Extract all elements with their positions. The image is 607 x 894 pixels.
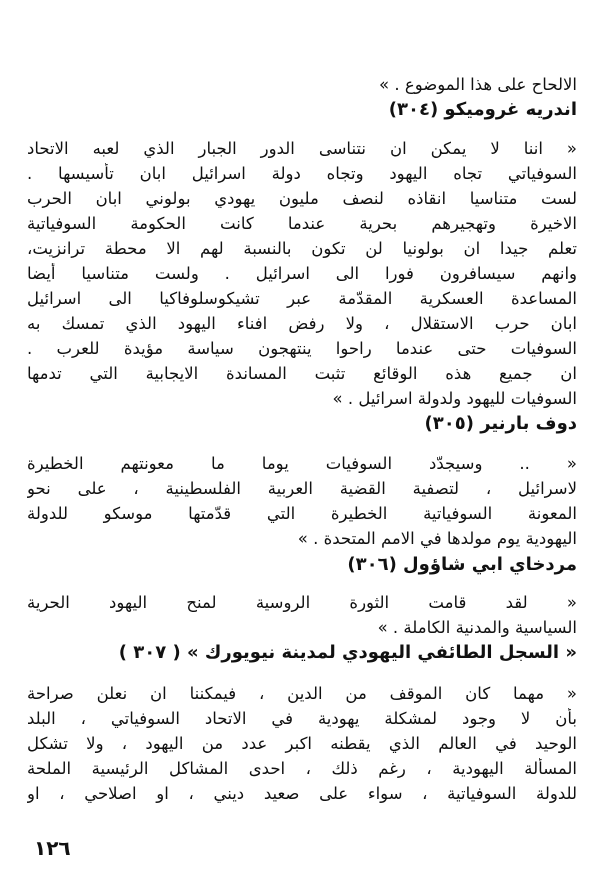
text-line: المساعدة العسكرية المقدّمة عبر تشيكوسلوفاكيا الى اسرائيل (27, 289, 577, 308)
text-line: السوفياتي تجاه اليهود وتجاه دولة اسرائيل ابان تأسيسها . (27, 164, 577, 183)
text-line: اليهودية يوم مولدها في الامم المتحدة . » (297, 529, 577, 548)
section-heading-barnier: دوف بارنير (٣٠٥) (424, 413, 577, 434)
text-line: الوحيد في العالم الذي يقطنه اكبر عدد من اليهود ، ولا تشكل (27, 734, 577, 753)
text-line: ان جميع هذه الوقائع تثبت المساندة الايجابية التي تدمها (27, 364, 577, 383)
section-heading-gromyko: اندريه غروميكو (٣٠٤) (388, 99, 577, 120)
section-heading-abi-shaul: مردخاي ابي شاؤول (٣٠٦) (347, 554, 577, 575)
text-line: السوفيات لليهود ولدولة اسرائيل . » (332, 389, 577, 408)
page-number: ١٢٦ (34, 836, 71, 860)
text-line: المسألة اليهودية ، رغم ذلك ، احدى المشاكل الرئيسية الملحة (27, 759, 577, 778)
text-line: الالحاح على هذا الموضوع . » (379, 75, 577, 94)
text-line: بأن لا وجود لمشكلة يهودية في الاتحاد السوفياتي ، البلد (27, 709, 577, 728)
text-line: لست متناسيا انقاذه لنصف مليون يهودي بولوني ابان الحرب (27, 189, 577, 208)
text-line: وانهم سيسافرون فورا الى اسرائيل . ولست متناسيا أيضا (27, 264, 577, 283)
text-line: للدولة السوفياتية ، سواء على صعيد ديني ، او اصلاحي ، او (27, 784, 577, 803)
text-line: المعونة السوفياتية الخطيرة التي قدّمتها موسكو للدولة (27, 504, 577, 523)
text-line: السياسية والمدنية الكاملة . » (377, 618, 577, 637)
text-line: تعلم جيدا ان بولونيا لن تكون بالنسبة لهم الا محطة ترانزيت، (27, 239, 577, 258)
text-line: « .. وسيجدّد السوفيات يوما ما معونتهم الخطيرة (27, 454, 577, 473)
text-line: السوفيات حتى عندما راحوا ينتهجون سياسة مؤيدة للعرب . (27, 339, 577, 358)
text-line: « اننا لا يمكن ان نتناسى الدور الجبار الذي لعبه الاتحاد (27, 139, 577, 158)
text-line: « لقد قامت الثورة الروسية لمنح اليهود الحرية (27, 593, 577, 612)
text-line: « مهما كان الموقف من الدين ، فيمكننا ان نعلن صراحة (27, 684, 577, 703)
text-line: لاسرائيل ، لتصفية القضية العربية الفلسطينية ، على نحو (27, 479, 577, 498)
text-line: الاخيرة وتهجيرهم بحرية عندما كانت الحكومة السوفياتية (27, 214, 577, 233)
text-line: ابان حرب الاستقلال ، ولا رفض افناء اليهود الذي تمسك به (27, 314, 577, 333)
section-heading-ny-register: « السجل الطائفي اليهودي لمدينة نيويورك » ( ٣٠٧ ) (118, 642, 577, 663)
